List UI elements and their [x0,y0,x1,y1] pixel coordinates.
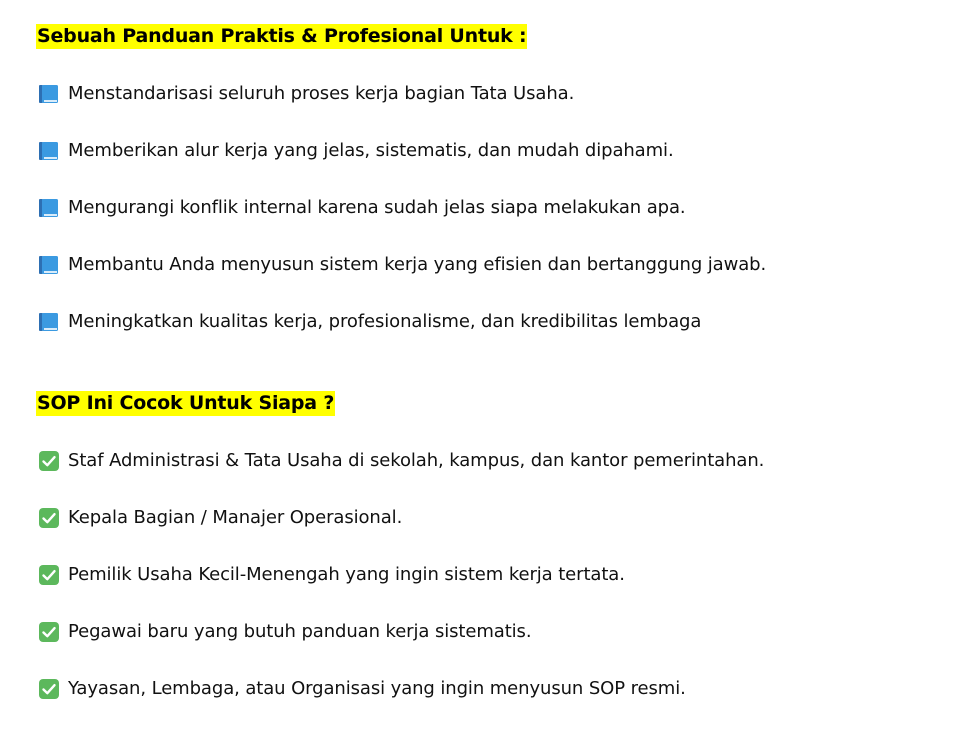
green-check-icon [38,621,60,643]
list-item [38,620,764,677]
green-check-icon [38,678,60,700]
green-check-icon [38,564,60,586]
benefit-text: Meningkatkan kualitas kerja, profesionalisme, dan kredibilitas lembaga [68,311,702,332]
list-item [38,253,766,310]
benefits-heading: Sebuah Panduan Praktis & Profesional Untuk : [37,25,527,47]
list-item [38,139,766,196]
list-item [38,82,766,139]
list-item [38,196,766,253]
blue-book-icon [38,254,60,276]
audience-text: Pemilik Usaha Kecil-Menengah yang ingin sistem kerja tertata. [68,564,625,585]
audience-text: Kepala Bagian / Manajer Operasional. [68,507,403,528]
list-item [38,449,764,506]
blue-book-icon [38,83,60,105]
list-item [38,310,766,367]
audience-text: Yayasan, Lembaga, atau Organisasi yang ingin menyusun SOP resmi. [68,678,686,699]
benefit-text: Menstandarisasi seluruh proses kerja bagian Tata Usaha. [68,83,575,104]
audience-text: Pegawai baru yang butuh panduan kerja sistematis. [68,621,532,642]
audience-list [38,449,764,734]
green-check-icon [38,507,60,529]
benefit-text: Memberikan alur kerja yang jelas, sistematis, dan mudah dipahami. [68,140,674,161]
blue-book-icon [38,140,60,162]
green-check-icon [38,450,60,472]
blue-book-icon [38,197,60,219]
list-item [38,677,764,734]
blue-book-icon [38,311,60,333]
audience-text: Staf Administrasi & Tata Usaha di sekolah, kampus, dan kantor pemerintahan. [68,450,765,471]
benefit-text: Membantu Anda menyusun sistem kerja yang efisien dan bertanggung jawab. [68,254,767,275]
list-item [38,506,764,563]
list-item [38,563,764,620]
benefits-list [38,82,766,367]
audience-heading: SOP Ini Cocok Untuk Siapa ? [37,392,335,414]
benefit-text: Mengurangi konflik internal karena sudah jelas siapa melakukan apa. [68,197,686,218]
